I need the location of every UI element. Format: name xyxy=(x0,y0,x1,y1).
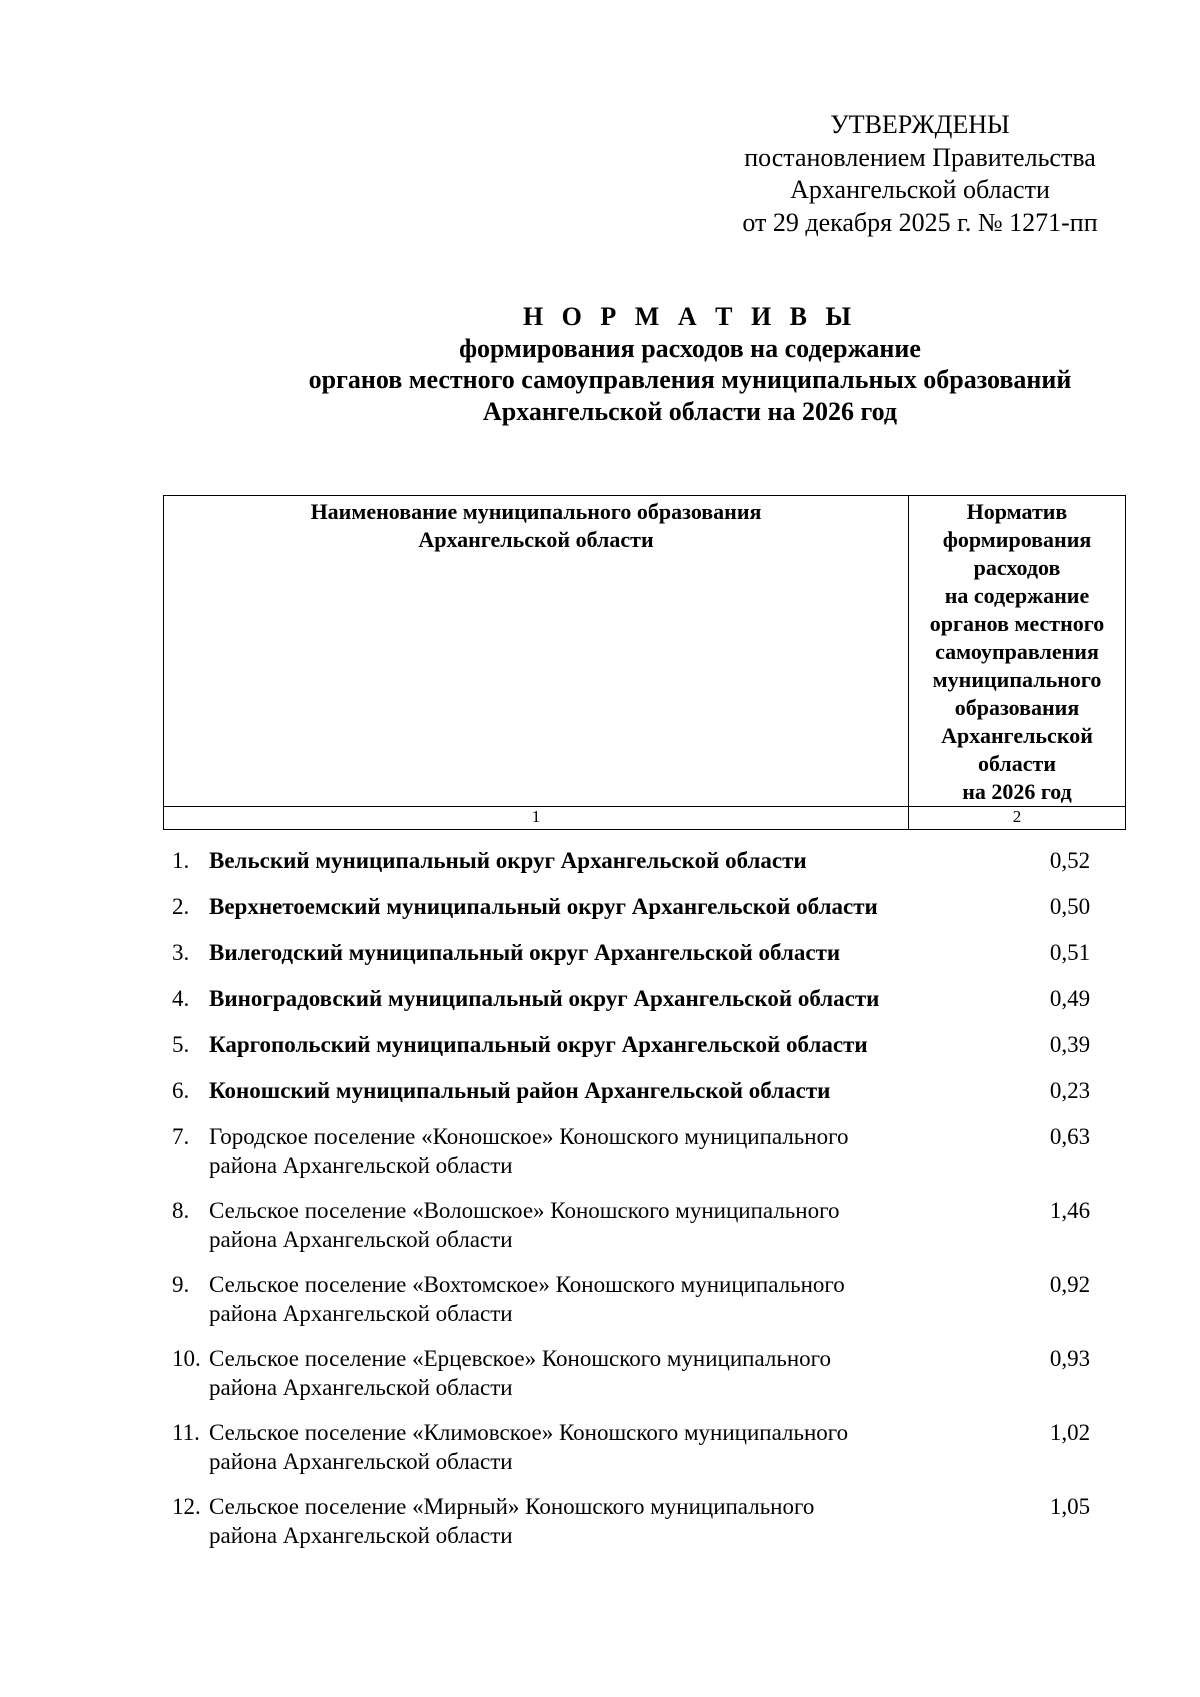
header-col2-line: расходов xyxy=(973,555,1061,580)
municipality-name xyxy=(209,1270,909,1328)
municipality-name-line: района Архангельской области xyxy=(209,1301,513,1326)
header-municipality-name xyxy=(164,496,909,807)
municipality-name-line: района Архангельской области xyxy=(209,1227,513,1252)
table-row xyxy=(163,1030,1124,1076)
municipality-name-line: Верхнетоемский муниципальный округ Архангельской области xyxy=(209,894,878,919)
municipality-name xyxy=(209,846,909,875)
row-number: 9. xyxy=(172,1272,190,1297)
table-row xyxy=(163,1196,1124,1270)
municipality-name xyxy=(209,1492,909,1550)
municipality-name-line: Виноградовский муниципальный округ Архангельской области xyxy=(209,986,880,1011)
municipality-name-line: Сельское поселение «Ерцевское» Коношского муниципального xyxy=(209,1346,832,1371)
norm-value: 0,51 xyxy=(1049,940,1091,965)
norms-list xyxy=(163,846,1124,1566)
table-header xyxy=(163,495,1126,830)
row-number: 4. xyxy=(172,986,190,1011)
approval-line-4: от 29 декабря 2025 г. № 1271-пп xyxy=(742,207,1098,237)
header-col2-line: образования xyxy=(954,695,1080,720)
municipality-name xyxy=(209,1418,909,1476)
norm-value: 0,63 xyxy=(1049,1124,1091,1149)
row-number: 8. xyxy=(172,1198,190,1223)
municipality-name-line: района Архангельской области xyxy=(209,1375,513,1400)
municipality-name-line: Вилегодский муниципальный округ Архангельской области xyxy=(209,940,841,965)
header-col2-line: Норматив xyxy=(966,499,1068,524)
row-number: 11. xyxy=(172,1420,200,1445)
municipality-name-line: Сельское поселение «Вохтомское» Коношского муниципального xyxy=(209,1272,845,1297)
header-col2-line: на содержание xyxy=(944,583,1090,608)
approval-line-1: УТВЕРЖДЕНЫ xyxy=(830,110,1010,139)
approval-block xyxy=(690,109,1150,239)
document-title xyxy=(160,301,1200,427)
municipality-name-line: района Архангельской области xyxy=(209,1449,513,1474)
norm-value: 0,52 xyxy=(1049,848,1091,873)
municipality-name-line: Сельское поселение «Волошское» Коношского муниципального xyxy=(209,1198,840,1223)
municipality-name xyxy=(209,892,909,921)
municipality-name-line: Сельское поселение «Мирный» Коношского муниципального xyxy=(209,1494,815,1519)
header-col2-line: формирования xyxy=(942,527,1092,552)
norm-value: 0,39 xyxy=(1049,1032,1091,1057)
table-row xyxy=(163,938,1124,984)
header-col1-line: Архангельской области xyxy=(418,527,654,552)
norm-value: 0,50 xyxy=(1049,894,1091,919)
municipality-name-line: Каргопольский муниципальный округ Архангельской области xyxy=(209,1032,868,1057)
norm-value: 0,23 xyxy=(1049,1078,1091,1103)
table-row xyxy=(163,846,1124,892)
table-row xyxy=(163,1122,1124,1196)
column-number-1: 1 xyxy=(164,807,909,830)
municipality-name xyxy=(209,984,909,1013)
municipality-name-line: района Архангельской области xyxy=(209,1153,513,1178)
norm-value: 1,46 xyxy=(1049,1198,1091,1223)
municipality-name xyxy=(209,1030,909,1059)
title-heading: Н О Р М А Т И В Ы xyxy=(522,302,858,331)
table-row xyxy=(163,1418,1124,1492)
municipality-name-line: Сельское поселение «Климовское» Коношского муниципального xyxy=(209,1420,849,1445)
header-norm xyxy=(909,496,1126,807)
municipality-name-line: Вельский муниципальный округ Архангельской области xyxy=(209,848,807,873)
municipality-name-line: Коношский муниципальный район Архангельской области xyxy=(209,1078,831,1103)
table-row xyxy=(163,1076,1124,1122)
norm-value: 0,92 xyxy=(1049,1272,1091,1297)
norm-value: 1,05 xyxy=(1049,1494,1091,1519)
header-col2-line: Архангельской xyxy=(941,723,1093,748)
norm-value: 0,49 xyxy=(1049,986,1091,1011)
column-number-2: 2 xyxy=(909,807,1126,830)
title-line-2: органов местного самоуправления муниципальных образований xyxy=(308,365,1072,394)
table-row xyxy=(163,984,1124,1030)
title-line-1: формирования расходов на содержание xyxy=(459,333,921,363)
table-row xyxy=(163,1344,1124,1418)
header-col2-line: органов местного xyxy=(929,611,1105,636)
header-col2-line: самоуправления xyxy=(935,639,1099,664)
row-number: 5. xyxy=(172,1032,190,1057)
title-line-3: Архангельской области на 2026 год xyxy=(482,396,898,426)
municipality-name xyxy=(209,938,909,967)
header-col2-line: муниципального xyxy=(932,667,1102,692)
norm-value: 0,93 xyxy=(1049,1346,1091,1371)
row-number: 6. xyxy=(172,1078,190,1103)
row-number: 1. xyxy=(172,848,190,873)
municipality-name xyxy=(209,1344,909,1402)
row-number: 12. xyxy=(172,1494,201,1519)
header-col2-line: на 2026 год xyxy=(962,779,1072,804)
table-row xyxy=(163,892,1124,938)
approval-line-3: Архангельской области xyxy=(790,175,1050,204)
municipality-name-line: района Архангельской области xyxy=(209,1523,513,1548)
norm-value: 1,02 xyxy=(1049,1420,1091,1445)
row-number: 2. xyxy=(172,894,190,919)
table-row xyxy=(163,1270,1124,1344)
header-col1-line: Наименование муниципального образования xyxy=(310,499,762,524)
table-row xyxy=(163,1492,1124,1566)
municipality-name xyxy=(209,1122,909,1180)
row-number: 10. xyxy=(172,1346,201,1371)
header-col2-line: области xyxy=(977,751,1057,776)
row-number: 7. xyxy=(172,1124,190,1149)
approval-line-2: постановлением Правительства xyxy=(744,142,1096,172)
municipality-name xyxy=(209,1076,909,1105)
municipality-name-line: Городское поселение «Коношское» Коношского муниципального xyxy=(209,1124,849,1149)
row-number: 3. xyxy=(172,940,190,965)
municipality-name xyxy=(209,1196,909,1254)
